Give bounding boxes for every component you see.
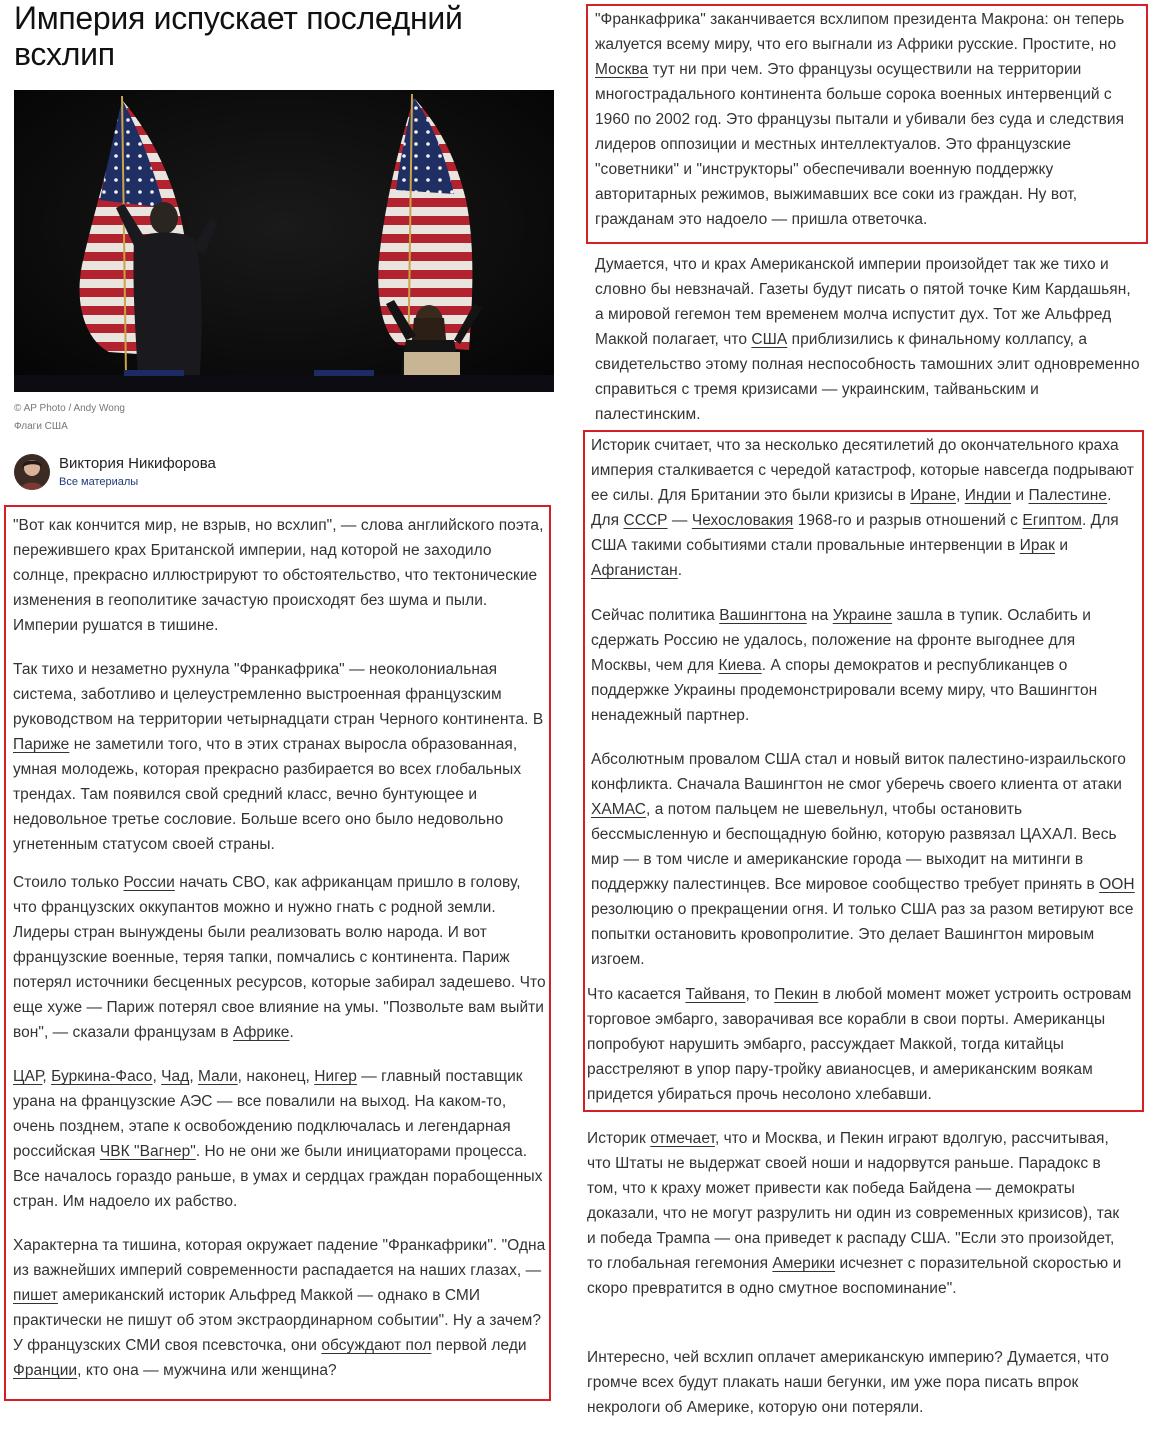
link-chehoslovakiya[interactable]: Чехословакия (691, 512, 794, 529)
paragraph-text: — (667, 512, 692, 529)
author-avatar[interactable] (14, 454, 50, 490)
paragraph-r3 (591, 433, 1136, 583)
link-vagner[interactable]: ЧВК "Вагнер" (99, 1143, 196, 1160)
paragraph-r4 (591, 603, 1136, 728)
link-obsuzhdayut[interactable]: обсуждают пол (321, 1337, 432, 1354)
paragraph-text: на (806, 607, 833, 624)
author-all-materials-link[interactable]: Все материалы (59, 476, 139, 488)
paragraph-text: Что касается (587, 986, 686, 1003)
photo-credit: © AP Photo / Andy Wong (14, 403, 125, 414)
paragraph-4: ЦАР, Буркина-Фасо, Чад, Мали, наконец, Нигер — главный поставщик урана на французские АЭС — все повалили на выход. На каком-то, очень позднем, этапе к освобождению подключалась и легендарная российская ЧВК "Вагнер". Но не они же были инициаторами процесса. Все началось гораздо раньше, в умах и сердцах граждан порабощенных стран. Им надоело их рабство. (13, 1068, 543, 1210)
article-photo (14, 90, 554, 392)
link-egiptom[interactable]: Египтом (1022, 512, 1082, 529)
author-block (14, 452, 216, 492)
author-info (59, 454, 216, 490)
right-column (580, 0, 1164, 1444)
paragraph-1 (13, 513, 548, 638)
paragraph-r6 (587, 982, 1132, 1107)
paragraph-text: "Вот как кончится мир, не взрыв, но всхлип", — слова английского поэта, пережившего крах Британской империи, над которой не заходило солнце, прекрасно иллюстрируют то обстоятельство, что тектонические изменения в геополитике зачастую происходят без шума и пыли. Империи рушатся в тишине. (13, 517, 544, 634)
link-irak[interactable]: Ирак (1019, 537, 1055, 554)
paragraph-r1 (595, 7, 1140, 232)
link-ukraine[interactable]: Украине (832, 607, 893, 624)
paragraph-text: 1968-го и разрыв отношений с (793, 512, 1023, 529)
paragraph-text: , то (745, 986, 775, 1003)
link-irane[interactable]: Иране (910, 487, 957, 504)
paragraph-text: Абсолютным провалом США стал и новый виток палестино-израильского конфликта. Сначала Вашингтон не смог уберечь своего клиента от атаки (591, 751, 1126, 793)
paragraph-text: резолюцию о прекращении огня. И только США раз за разом ветируют все попытки остановить кровопролитие. Это делает Вашингтон мировым изгоем. (591, 901, 1134, 968)
paragraph-r7 (587, 1126, 1132, 1301)
link-hamas[interactable]: ХАМАС (591, 801, 647, 818)
paragraph-text: . Для (591, 487, 1112, 529)
link-oon[interactable]: ООН (1099, 876, 1135, 893)
paragraph-text: Историк считает, что за несколько десятилетий до окончательного краха империя сталкивается с чередой катастроф, которые навсегда подрывают ее силы. Для Британии это были кризисы в (591, 437, 1134, 504)
link-otmechaet[interactable]: отмечает (650, 1130, 715, 1147)
paragraph-text: Думается, что и крах Американской империи произойдет так же тихо и словно бы невзначай. Газеты будут писать о пятой точке Ким Кардашьян, а мировой гегемон тем временем молча испустит дух. Тот же Альфред Маккой полагает, что (595, 256, 1131, 348)
paragraph-text: . Но не они же были инициаторами процесса. Все началось гораздо раньше, в умах и сердцах граждан порабощенных стран. Им надоело их рабство. (13, 1143, 543, 1210)
link-afrike[interactable]: Африке (233, 1024, 290, 1041)
paragraph-text: начать СВО, как африканцам пришло в голову, что французских оккупантов можно и нужно гнать с родной земли. Лидеры стран вынуждены были реализовать волю народа. И вот французские военные, теряя тапки, помчались с континента. Париж потерял источники бесценных ресурсов, которые забирал задешево. Что еще хуже — Париж потерял свое влияние на умы. "Позвольте вам выйти вон", — сказали французам в (13, 874, 546, 1041)
author-name[interactable]: Виктория Никифорова (59, 455, 216, 472)
paragraph-text: , (956, 487, 965, 504)
link-mali[interactable]: Мали (198, 1068, 238, 1085)
paragraph-text: первой леди (431, 1337, 527, 1354)
paragraph-r8 (587, 1345, 1132, 1420)
paragraph-text: . Для США такими событиями стали провальные интервенции в (591, 512, 1119, 554)
link-kieva[interactable]: Киева (718, 657, 762, 674)
paragraph-text: не заметили того, что в этих странах выросла образованная, умная молодежь, которая прекрасно разбирается во всех глобальных трендах. Там появился свой средний класс, вечно бунтующее и недовольное третье сословие. Больше всего оно было недовольно угнетенным статусом своей страны. (13, 736, 522, 853)
paragraph-text: исчезнет с поразительной скоростью и скоро превратится в одно смутное воспоминание". (587, 1255, 1122, 1297)
paragraph-text: . (289, 1024, 294, 1041)
paragraph-3 (13, 870, 548, 1045)
paragraph-5 (13, 1233, 548, 1383)
link-rossii[interactable]: России (123, 874, 175, 891)
paragraph-text: и (1011, 487, 1029, 504)
paragraph-text: Историк (587, 1130, 651, 1147)
link-francii[interactable]: Франции (13, 1362, 78, 1379)
left-column (0, 0, 570, 1444)
link-sssr[interactable]: СССР (623, 512, 668, 529)
paragraph-text: Стоило только (13, 874, 124, 891)
paragraph-r2 (595, 252, 1140, 427)
paragraph-text: и (1055, 537, 1069, 554)
link-palestine[interactable]: Палестине (1028, 487, 1108, 504)
paragraph-text: в любой момент может устроить островам торговое эмбарго, заворачивая все корабли в свои порты. Американцы попробуют нарушить эмбарго, рассуждает Маккой, тогда китайцы расстреляют в упор пару-тройку авианосцев, и американским воякам придется убираться прочь несолоно хлебавши. (587, 986, 1132, 1103)
link-ssha[interactable]: США (751, 331, 788, 348)
link-afganistan[interactable]: Афганистан (591, 562, 678, 579)
link-parizhe[interactable]: Париже (13, 736, 70, 753)
paragraph-text: . (677, 562, 683, 579)
link-chad[interactable]: Чад (161, 1068, 190, 1085)
link-pekin[interactable]: Пекин (774, 986, 819, 1003)
link-niger[interactable]: Нигер (314, 1068, 357, 1085)
article-title: Империя испускает последний всхлип (14, 0, 463, 72)
link-indii[interactable]: Индии (964, 487, 1012, 504)
paragraph-text: тут ни при чем. Это французы осуществили на территории многострадального континента больше сорока военных интервенций с 1960 по 2002 год. Это французы пытали и убивали без суда и следствия лидеров оппозиции и местных интеллектуалов. Это французские "советники" и "инструкторы" обеспечивали военную поддержку авторитарных режимов, выжимавших все соки из граждан. Ну вот, гражданам это надоело — пришла ответочка. (595, 61, 1125, 228)
paragraph-text: Интересно, чей всхлип оплачет американскую империю? Думается, что громче всех будут плакать наши бегунки, им уже пора писать впрок некрологи об Америке, которую они потеряли. (587, 1349, 1109, 1416)
paragraph-text: приблизились к финальному коллапсу, а свидетельство этому полная неспособность тамошних элит одновременно справиться с тремя кризисами — украинским, тайваньским и палестинским. (595, 331, 1140, 423)
paragraph-text: Характерна та тишина, которая окружает падение "Франкафрики". "Одна из важнейших империй современности распадается на наших глазах, — (13, 1237, 546, 1279)
paragraph-text: Так тихо и незаметно рухнула "Франкафрика" — неоколониальная система, заботливо и целеустремленно выстроенная французским руководством на территории четырнадцати стран Черного континента. В (13, 661, 544, 728)
paragraph-text: — главный поставщик урана на французские АЭС — все повалили на выход. На каком-то, очень позднем, этапе к освобождению подключалась и легендарная российская (13, 1068, 523, 1160)
paragraph-text: "Франкафрика" заканчивается всхлипом президента Макрона: он теперь жалуется всему миру, что его выгнали из Африки русские. Простите, но (595, 11, 1125, 53)
link-pishet[interactable]: пишет (13, 1287, 58, 1304)
paragraph-text: . А споры демократов и республиканцев о поддержке Украины продемонстрировали всему миру, что Вашингтон ненадежный партнер. (591, 657, 1098, 724)
link-car[interactable]: ЦАР (13, 1068, 43, 1085)
paragraph-text: , что и Москва, и Пекин играют вдолгую, рассчитывая, что Штаты не выдержат своей ноши и надорвутся раньше. Парадокс в том, что к краху может привести как победа Байдена — демократы доказали, что не могут разрулить ни один из современных кризисов), так и победа Трампа — она приведет к распаду США. "Если это произойдет, то глобальная гегемония (587, 1130, 1120, 1272)
paragraph-text: зашла в тупик. Ослабить и сдержать Россию не удалось, положение на фронте выгоднее для Москвы, чем для (591, 607, 1091, 674)
link-burkina-faso[interactable]: Буркина-Фасо (51, 1068, 153, 1085)
paragraph-text: , а потом пальцем не шевельнул, чтобы остановить бессмысленную и беспощадную бойню, которую развязал ЦАХАЛ. Весь мир — в том числе и американские города — выходит на митинги в поддержку палестинцев. Все мировое сообщество требует принять в (591, 801, 1117, 893)
photo-caption: Флаги США (14, 421, 68, 432)
paragraph-2 (13, 657, 548, 857)
link-taivanya[interactable]: Тайваня (685, 986, 746, 1003)
link-ameriki[interactable]: Америки (772, 1255, 836, 1272)
link-moskva[interactable]: Москва (595, 61, 649, 78)
paragraph-r5 (591, 747, 1136, 972)
paragraph-text: американский историк Альфред Маккой — однако в СМИ практически не пишут об этом экстраординарном событии". Ну а зачем? У французских СМИ своя псевсточка, они (13, 1287, 542, 1354)
paragraph-text: , кто она — мужчина или женщина? (77, 1362, 337, 1379)
paragraph-text: Сейчас политика (591, 607, 720, 624)
link-vashingtona[interactable]: Вашингтона (719, 607, 807, 624)
